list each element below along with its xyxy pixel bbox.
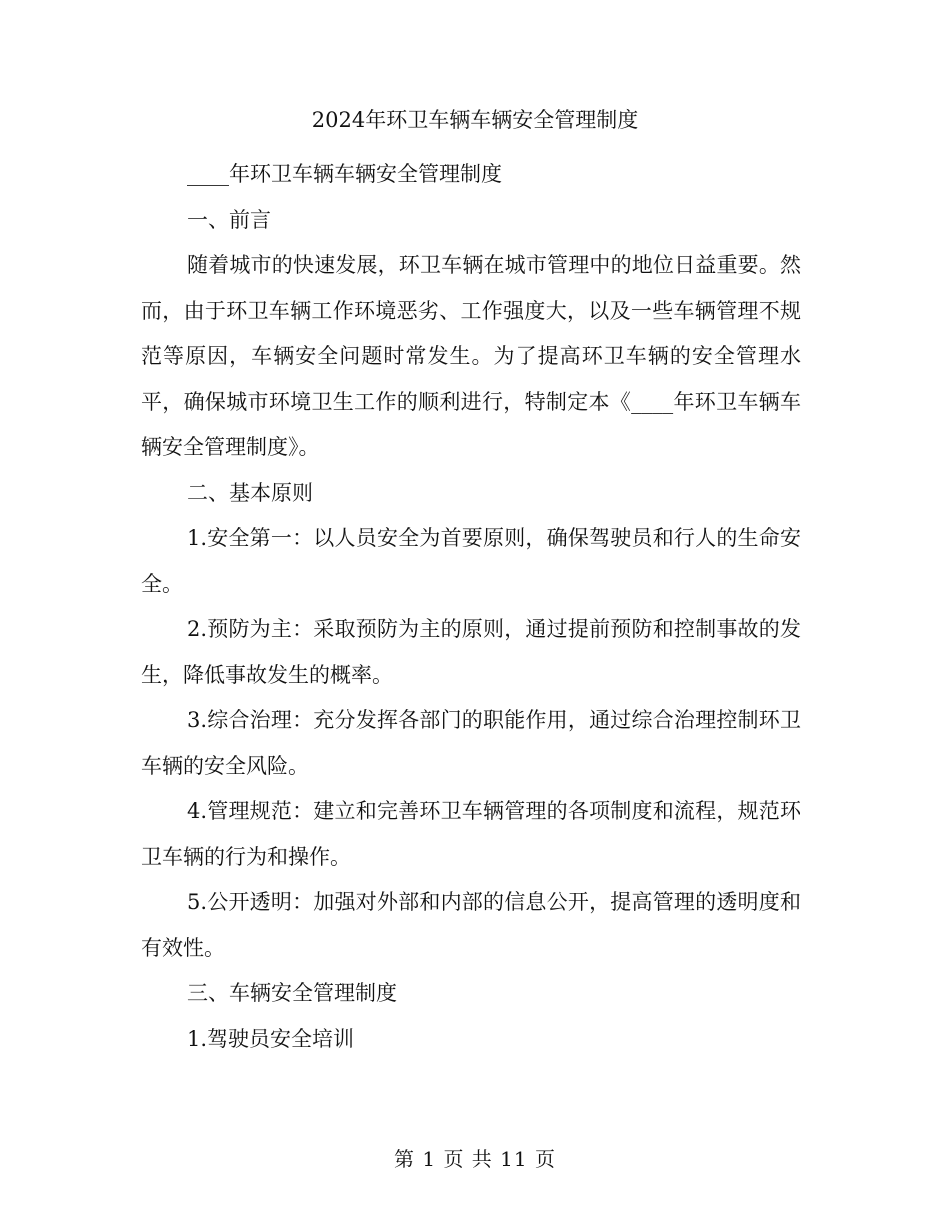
list-item-principle-1: 1.安全第一：以人员安全为首要原则，确保驾驶员和行人的生命安全。 [141, 526, 801, 596]
document-body [141, 152, 801, 1062]
paragraph-preface: 随着城市的快速发展，环卫车辆在城市管理中的地位日益重要。然而，由于环卫车辆工作环境恶劣、工作强度大，以及一些车辆管理不规范等原因，车辆安全问题时常发生。为了提高环卫车辆的安全管理水平，确保城市环境卫生工作的顺利进行，特制定本《____年环卫车辆车辆安全管理制度》。 [141, 253, 801, 459]
list-item-principle-3: 3.综合治理：充分发挥各部门的职能作用，通过综合治理控制环卫车辆的安全风险。 [141, 708, 801, 778]
list-item-driver-training: 1.驾驶员安全培训 [187, 1026, 355, 1051]
page-footer [0, 1144, 950, 1174]
list-item-principle-4: 4.管理规范：建立和完善环卫车辆管理的各项制度和流程，规范环卫车辆的行为和操作。 [141, 799, 801, 869]
section-heading-vehicle-safety: 三、车辆安全管理制度 [187, 981, 397, 1005]
list-item-principle-2: 2.预防为主：采取预防为主的原则，通过提前预防和控制事故的发生，降低事故发生的概率。 [141, 617, 801, 687]
page-number-label: 第 1 页 共 11 页 [394, 1147, 556, 1171]
section-heading-preface: 一、前言 [187, 207, 271, 232]
section-heading-principles: 二、基本原则 [187, 480, 313, 505]
paragraph-subtitle: ____年环卫车辆车辆安全管理制度 [187, 162, 502, 186]
document-title: 2024年环卫车辆车辆安全管理制度 [311, 108, 639, 132]
list-item-principle-5: 5.公开透明：加强对外部和内部的信息公开，提高管理的透明度和有效性。 [141, 890, 801, 960]
